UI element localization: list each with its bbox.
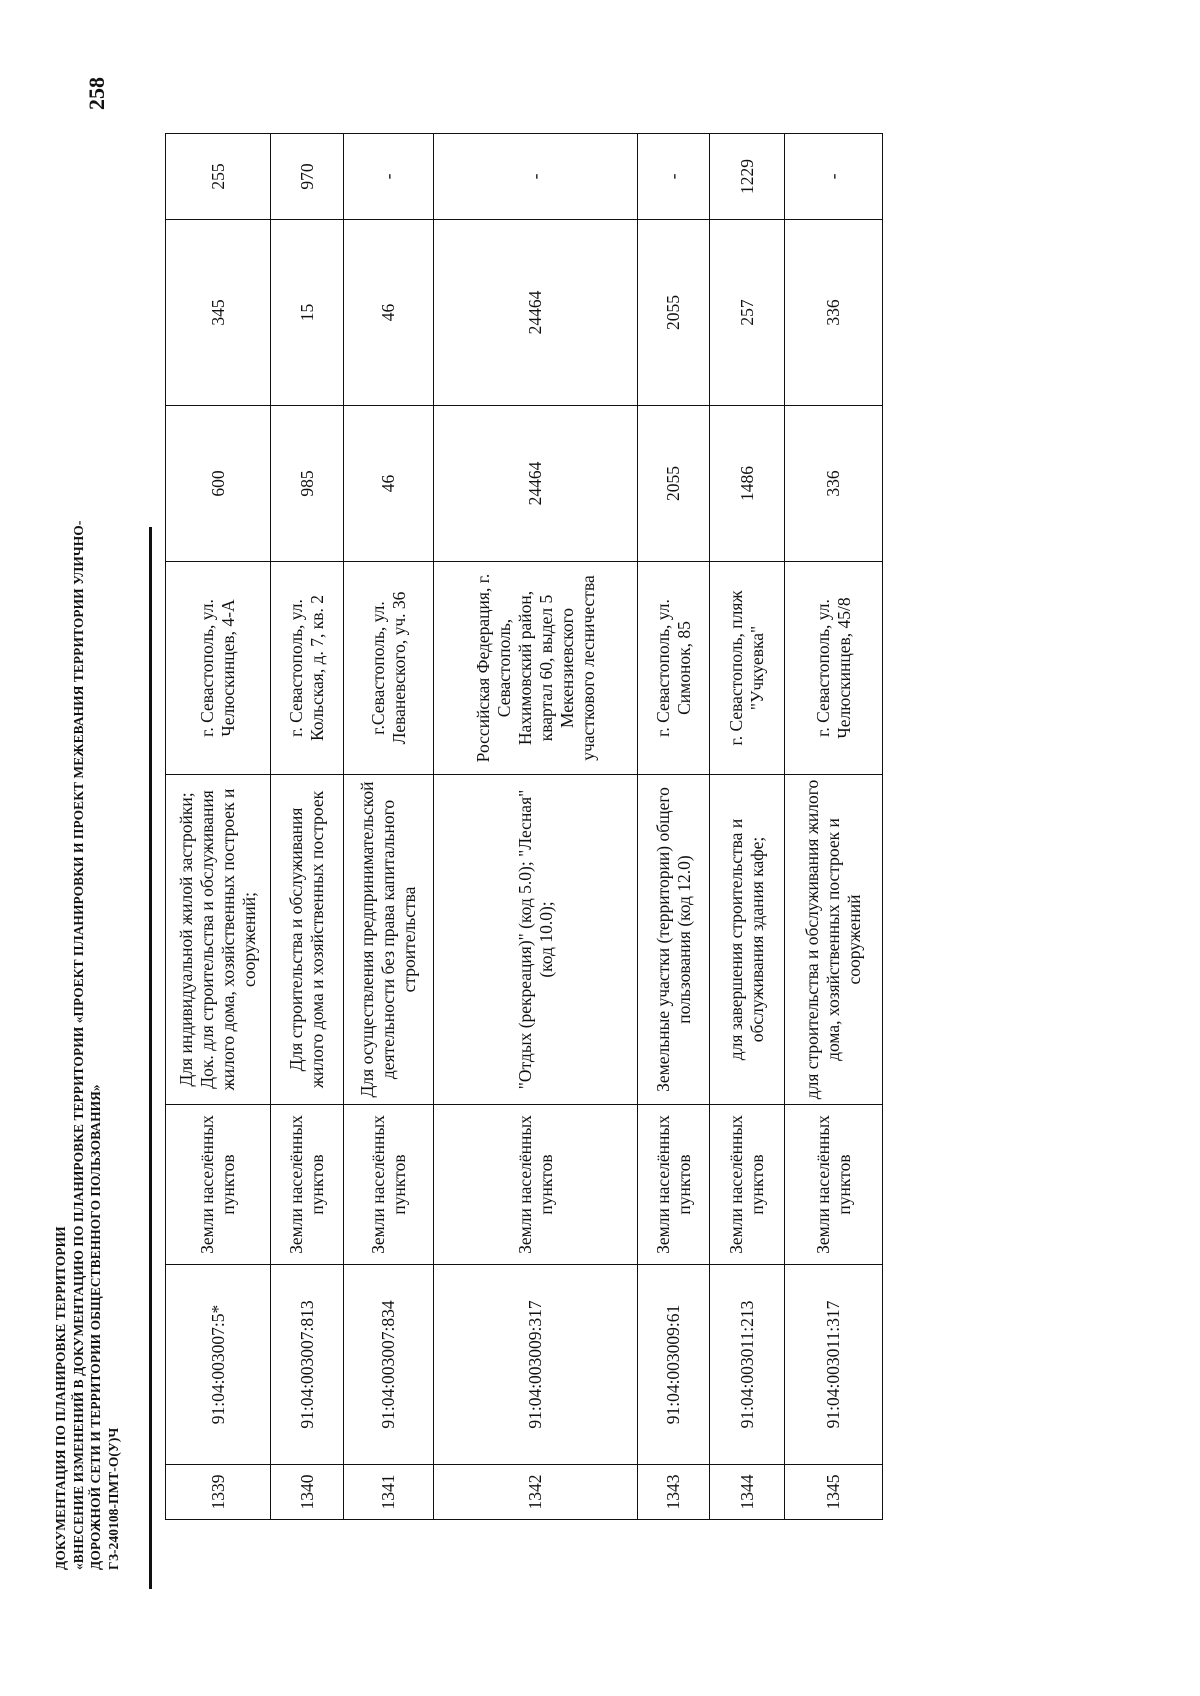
cadastral-number: 91:04:003009:317 bbox=[434, 1265, 638, 1465]
address: г. Севастополь, пляж "Учкуевка" bbox=[710, 562, 785, 775]
permitted-use: Для строительства и обслуживания жилого дома и хозяйственных построек bbox=[271, 775, 344, 1105]
row-number: 1344 bbox=[710, 1465, 785, 1520]
address: г. Севастополь, ул. Симонок, 85 bbox=[638, 562, 710, 775]
cadastral-number: 91:04:003007:5* bbox=[166, 1265, 271, 1465]
area-part: 257 bbox=[710, 220, 785, 406]
permitted-use: "Отдых (рекреация)" (код 5.0); "Лесная" (код 10.0); bbox=[434, 775, 638, 1105]
table-row bbox=[344, 134, 434, 1520]
area-remaining: 255 bbox=[166, 134, 271, 220]
cadastral-number: 91:04:003009:61 bbox=[638, 1265, 710, 1465]
table-row bbox=[166, 134, 271, 1520]
area-total: 336 bbox=[785, 406, 883, 562]
row-number: 1339 bbox=[166, 1465, 271, 1520]
address: Российская Федерация, г. Севастополь, Нахимовский район, квартал 60, выдел 5 Мекензиевского участкового лесничества bbox=[434, 562, 638, 775]
area-remaining: 970 bbox=[271, 134, 344, 220]
header-rule bbox=[149, 527, 152, 1589]
address: г. Севастополь, ул. Челюскинцев, 4-А bbox=[166, 562, 271, 775]
table-row bbox=[710, 134, 785, 1520]
land-category: Земли населённых пунктов bbox=[166, 1105, 271, 1265]
row-number: 1343 bbox=[638, 1465, 710, 1520]
land-category: Земли населённых пунктов bbox=[434, 1105, 638, 1265]
area-part: 336 bbox=[785, 220, 883, 406]
header-line: «ВНЕСЕНИЕ ИЗМЕНЕНИЙ В ДОКУМЕНТАЦИЮ ПО ПЛАНИРОВКЕ ТЕРРИТОРИИ «ПРОЕКТ ПЛАНИРОВКИ И ПРОЕКТ МЕЖЕВАНИЯ ТЕРРИТОРИИ УЛИЧНО- bbox=[70, 520, 86, 1570]
permitted-use: для строительства и обслуживания жилого дома, хозяйственных построек и сооружений bbox=[785, 775, 883, 1105]
table-row bbox=[638, 134, 710, 1520]
cadastral-number: 91:04:003007:834 bbox=[344, 1265, 434, 1465]
address: г. Севастополь, ул. Кольская, д. 7, кв. 2 bbox=[271, 562, 344, 775]
area-remaining: - bbox=[785, 134, 883, 220]
area-total: 985 bbox=[271, 406, 344, 562]
area-remaining: - bbox=[344, 134, 434, 220]
area-remaining: - bbox=[434, 134, 638, 220]
row-number: 1342 bbox=[434, 1465, 638, 1520]
permitted-use: Для индивидуальной жилой застройки; Док. для строительства и обслуживания жилого дома, хозяйственных построек и сооружений; bbox=[166, 775, 271, 1105]
area-part: 2055 bbox=[638, 220, 710, 406]
header-line: ГЗ-240108-ПМТ-О(У)Ч bbox=[105, 1427, 121, 1570]
permitted-use: Земельные участки (территории) общего пользования (код 12.0) bbox=[638, 775, 710, 1105]
header-line: ДОРОЖНОЙ СЕТИ И ТЕРРИТОРИИ ОБЩЕСТВЕННОГО ПОЛЬЗОВАНИЯ» bbox=[88, 1084, 104, 1570]
area-total: 24464 bbox=[434, 406, 638, 562]
land-category: Земли населённых пунктов bbox=[785, 1105, 883, 1265]
cadastral-number: 91:04:003007:813 bbox=[271, 1265, 344, 1465]
document-header bbox=[52, 520, 122, 1570]
row-number: 1340 bbox=[271, 1465, 344, 1520]
land-category: Земли населённых пунктов bbox=[344, 1105, 434, 1265]
table-row bbox=[434, 134, 638, 1520]
area-part: 345 bbox=[166, 220, 271, 406]
land-plots-table bbox=[165, 133, 883, 1520]
row-number: 1341 bbox=[344, 1465, 434, 1520]
area-remaining: - bbox=[638, 134, 710, 220]
header-line: ДОКУМЕНТАЦИЯ ПО ПЛАНИРОВКЕ ТЕРРИТОРИИ bbox=[53, 1226, 68, 1570]
area-total: 1486 bbox=[710, 406, 785, 562]
table-row bbox=[271, 134, 344, 1520]
page-number: 258 bbox=[84, 77, 109, 110]
permitted-use: для завершения строительства и обслуживания здания кафе; bbox=[710, 775, 785, 1105]
table-row bbox=[785, 134, 883, 1520]
permitted-use: Для осуществления предпринимательской деятельности без права капитального строительства bbox=[344, 775, 434, 1105]
area-total: 46 bbox=[344, 406, 434, 562]
area-total: 600 bbox=[166, 406, 271, 562]
row-number: 1345 bbox=[785, 1465, 883, 1520]
address: г. Севастополь, ул. Челюскинцев, 45/8 bbox=[785, 562, 883, 775]
address: г.Севастополь, ул. Леваневского, уч. 36 bbox=[344, 562, 434, 775]
cadastral-number: 91:04:003011:213 bbox=[710, 1265, 785, 1465]
cadastral-number: 91:04:003011:317 bbox=[785, 1265, 883, 1465]
area-total: 2055 bbox=[638, 406, 710, 562]
land-category: Земли населённых пунктов bbox=[271, 1105, 344, 1265]
land-category: Земли населённых пунктов bbox=[710, 1105, 785, 1265]
area-remaining: 1229 bbox=[710, 134, 785, 220]
area-part: 46 bbox=[344, 220, 434, 406]
land-category: Земли населённых пунктов bbox=[638, 1105, 710, 1265]
area-part: 24464 bbox=[434, 220, 638, 406]
area-part: 15 bbox=[271, 220, 344, 406]
